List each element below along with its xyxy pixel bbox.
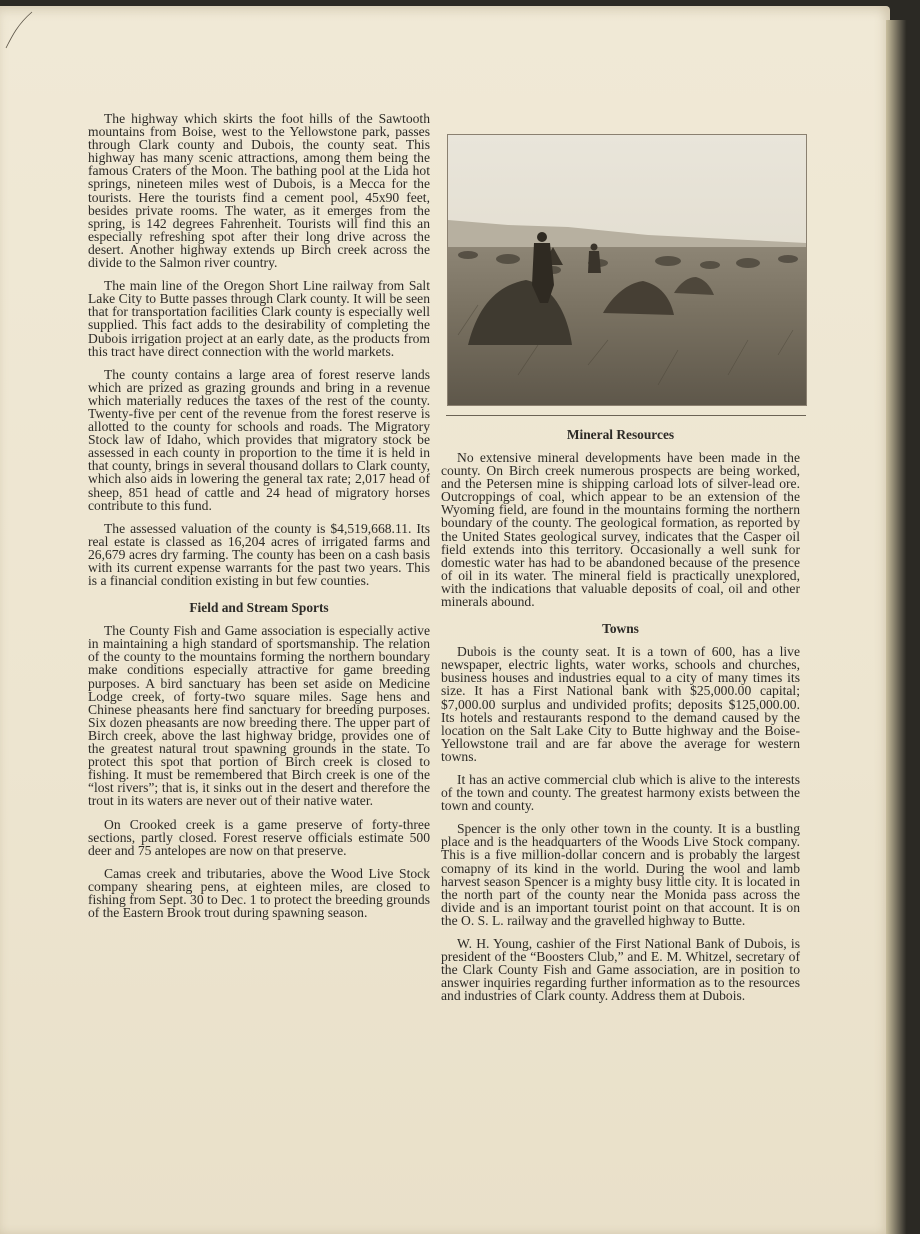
paragraph-contacts: W. H. Young, cashier of the First National Bank of Dubois, is president of the “Boosters Club,” and E. M. Whitzel, secretary of the Clark County Fish and Game association, are in position to answer inquiries regarding further information as to the resources and industries of Clark county. Address them at Dubois. [441,936,800,1004]
page-edge-shadow [886,20,920,1234]
paragraph-mineral: No extensive mineral developments have been made in the county. On Birch creek numerous prospects are being worked, and the Petersen mine is shipping carload lots of silver-lead ore. Outcroppings of coal, which appear to be an extension of the Wyoming field, are found in the mountains forming the northern boundary of the county. The geological formation, as reported by the United States geological survey, indicates that the Casper oil field extends into this territory. Occasionally a well sunk for domestic water has had to be abandoned because of the presence of oil in its water. The mineral field is practically unexplored, with the indications that valuable deposits of coal, oil and other minerals abound. [441,450,800,610]
corner-pencil-mark [4,10,34,50]
paragraph-camas-creek: Camas creek and tributaries, above the Wood Live Stock company shearing pens, at eighteen miles, are closed to fishing from Sept. 30 to Dec. 1 to protect the breeding grounds of the Eastern Brook trout during spawning season. [88,865,430,921]
right-column [441,428,800,1012]
column-rule [446,415,806,416]
paragraph-spencer: Spencer is the only other town in the county. It is a bustling place and is the headquarters of the Woods Live Stock company. This is a five million-dollar concern and is probably the largest comapny of its kind in the world. During the wool and lamb harvest season Spencer is a mighty busy little city. It is located in the north part of the county near the Monida pass across the divide and is an important tourist point on that account. It is on the O. S. L. railway and the gravelled highway to Butte. [441,821,800,928]
paragraph-crooked-creek: On Crooked creek is a game preserve of forty-three sections, partly closed. Forest reserve officials estimate 500 deer and 75 antelopes are now on that preserve. [88,816,430,858]
left-column [88,112,430,929]
heading-towns: Towns [602,621,639,637]
heading-field-stream-sports: Field and Stream Sports [189,600,329,616]
paragraph-commercial-club: It has an active commercial club which is alive to the interests of the town and county. The greatest harmony exists between the town and county. [441,771,800,814]
paragraph-forest-reserve: The county contains a large area of forest reserve lands which are prized as grazing grounds and bring in a revenue which materially reduces the taxes of the rest of the county. Twenty-five per cent of the revenue from the forest reserve is allotted to the county for schools and roads. The Migratory Stock law of Idaho, which provides that migratory stock be assessed in each county in proportion to the time it is held in that county, brings in several thousand dollars to Clark county, which also aids in lowering the general tax rate; 2,017 head of sheep, 851 head of cattle and 24 head of migratory horses contribute to this fund. [88,366,430,513]
paragraph-dubois: Dubois is the county seat. It is a town of 600, has a live newspaper, electric lights, water works, schools and churches, business houses and industries equal to a city of many times its size. It has a First National bank with $25,000.00 capital; $7,000.00 surplus and undivided profits; deposits $125,000.00. Its hotels and restaurants respond to the demand caused by the location on the Salt Lake City to Butte highway and the Boise-Yellowstone trail and are far above the average for western towns. [441,644,800,764]
paragraph-railway: The main line of the Oregon Short Line railway from Salt Lake City to Butte passes through Clark county. It will be seen that for transportation facilities Clark county is especially well supplied. This fact adds to the desirability of completing the Dubois irrigation project at an early date, as the products from this tract have direct connection with the world markets. [88,278,430,359]
paragraph-fish-game: The County Fish and Game association is especially active in maintaining a high standard of sportsmanship. The relation of the county to the mountains forming the northern boundary make conditions especially attractive for game breeding purposes. A bird sanctuary has been set aside on Medicine Lodge creek, of forty-two square miles. Sage hens and Chinese pheasants here find sanctuary for breeding purposes. Six dozen pheasants are now breeding there. The upper part of Birch creek, above the last highway bridge, provides one of the greatest natural trout spawning grounds in the state. To protect this spot that portion of Birch creek is closed to fishing. It must be remembered that Birch creek is one of the “lost rivers”; that is, it sinks out in the desert and therefore the trout in its waters are never out of their native water. [88,623,430,809]
paragraph-valuation: The assessed valuation of the county is $4,519,668.11. Its real estate is classed as 16,204 acres of irrigated farms and 26,679 acres dry farming. The county has been on a cash basis with its current expense warrants for the past two years. This is a financial condition existing in but few counties. [88,520,430,589]
paragraph-sawtooth-highway: The highway which skirts the foot hills of the Sawtooth mountains from Boise, west to the Yellowstone park, passes through Clark county and Dubois, the county seat. This highway has many scenic attractions, among them being the famous Craters of the Moon. The bathing pool at the Lida hot springs, nineteen miles west of Dubois, is a Mecca for the tourists. Here the tourists find a cement pool, 45x90 feet, besides private rooms. The water, as it emerges from the spring, is 142 degrees Fahrenheit. Tourists will find this an especially refreshing spot after their long drive across the desert. Another highway extends up Birch creek across the divide to the Salmon river country. [88,111,430,271]
heading-mineral-resources: Mineral Resources [566,427,675,442]
harvest-photo [447,134,807,406]
